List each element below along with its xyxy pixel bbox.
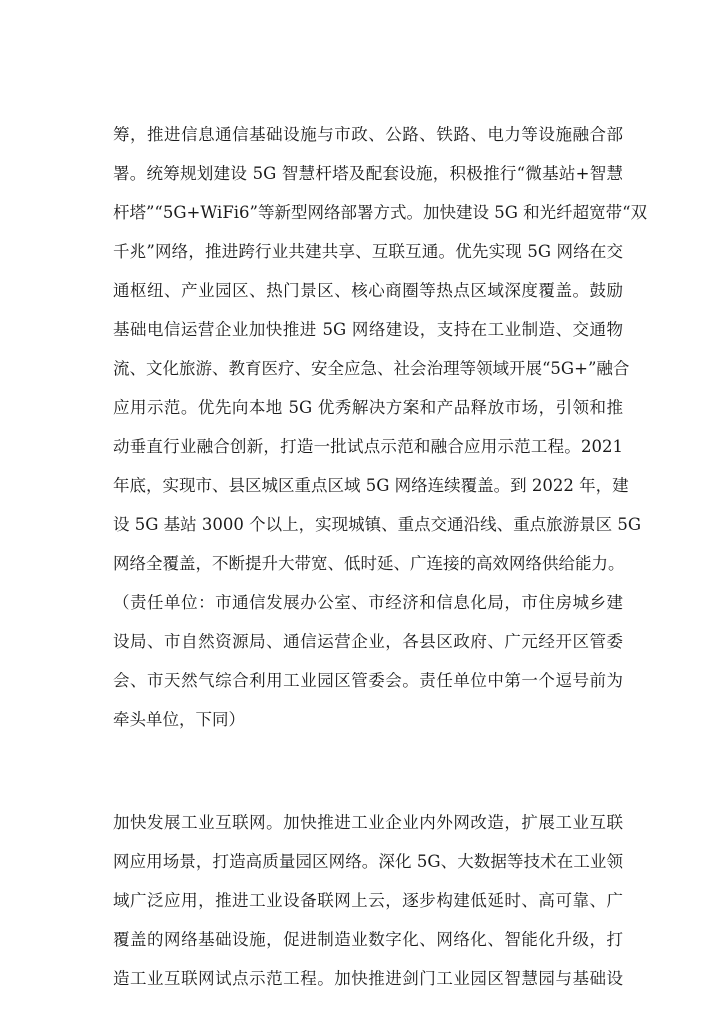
text-line: 域广泛应用，推进工业设备联网上云，逐步构建低延时、高可靠、广: [113, 891, 623, 910]
text-line: 动垂直行业融合创新，打造一批试点示范和融合应用示范工程。2021: [113, 437, 623, 456]
text-line: 千兆”网络，推进跨行业共建共享、互联互通。优先实现 5G 网络在交: [113, 242, 623, 261]
text-line: 加快发展工业互联网。加快推进工业企业内外网改造，扩展工业互联: [113, 813, 623, 832]
text-line: 牵头单位，下同）: [113, 710, 245, 729]
text-line: 通枢纽、产业园区、热门景区、核心商圈等热点区域深度覆盖。鼓励: [113, 281, 623, 300]
text-line: 应用示范。优先向本地 5G 优秀解决方案和产品释放市场，引领和推: [113, 398, 623, 417]
text-line: 年底，实现市、县区城区重点区域 5G 网络连续覆盖。到 2022 年，建: [113, 476, 629, 495]
text-line: 设局、市自然资源局、通信运营企业，各县区政府、广元经开区管委: [113, 632, 623, 651]
text-line: 网应用场景，打造高质量园区网络。深化 5G、大数据等技术在工业领: [113, 852, 623, 871]
text-line: 流、文化旅游、教育医疗、安全应急、社会治理等领域开展“5G+”融合: [113, 359, 630, 378]
text-line: 覆盖的网络基础设施，促进制造业数字化、网络化、智能化升级，打: [113, 930, 623, 949]
text-line: （责任单位：市通信发展办公室、市经济和信息化局，市住房城乡建: [113, 593, 623, 612]
text-line: 网络全覆盖，不断提升大带宽、低时延、广连接的高效网络供给能力。: [113, 554, 625, 573]
text-line: 造工业互联网试点示范工程。加快推进剑门工业园区智慧园与基础设: [113, 969, 623, 988]
text-line: 筹，推进信息通信基础设施与市政、公路、铁路、电力等设施融合部: [113, 125, 623, 144]
text-line: 会、市天然气综合利用工业园区管委会。责任单位中第一个逗号前为: [113, 671, 623, 690]
text-line: 设 5G 基站 3000 个以上，实现城镇、重点交通沿线、重点旅游景区 5G: [113, 515, 642, 534]
text-line: 基础电信运营企业加快推进 5G 网络建设，支持在工业制造、交通物: [113, 320, 623, 339]
text-line: 杆塔”“5G+WiFi6”等新型网络部署方式。加快建设 5G 和光纤超宽带“双: [113, 203, 648, 222]
text-line: 署。统筹规划建设 5G 智慧杆塔及配套设施，积极推行“微基站+智慧: [113, 164, 623, 183]
